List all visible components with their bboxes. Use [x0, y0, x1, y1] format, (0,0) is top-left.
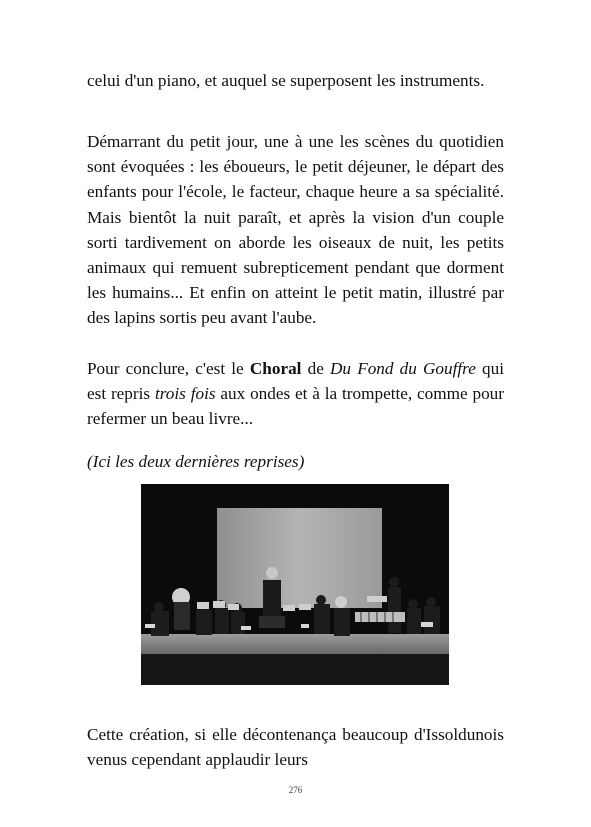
- work-title-italic: Du Fond du Gouffre: [330, 359, 476, 378]
- trois-fois-italic: trois fois: [154, 384, 216, 404]
- paragraph-4: Cette création, si elle décontenança beaucoup d'Issoldunois venus cependant applaudir leurs: [87, 725, 504, 770]
- choral-bold: Choral: [249, 359, 302, 378]
- paragraph-3: [87, 356, 504, 432]
- photo-caption: (Ici les deux dernières reprises): [87, 452, 305, 471]
- paragraph-3-text-4: aux ondes et à la trompette, comme pour refermer un beau livre...: [87, 384, 504, 429]
- paragraph-3-text-1: Pour conclure, c'est le: [87, 359, 250, 378]
- paragraph-2: Démarrant du petit jour, une à une les scènes du quotidien sont évoquées : les éboueurs, le petit déjeuner, le départ des enfants pour l'école, le facteur, chaque heure a sa spécialité. Mais bientôt la nuit paraît, et après la vision d'un couple sorti tardivement on aborde les oiseaux de nuit, les petits animaux qui remuent subrepticement pendant que dorment les humains... Et enfin on atteint le petit matin, illustré par des lapins sortis peu avant l'aube.: [87, 132, 504, 328]
- paragraph-3-text-2: de: [301, 359, 331, 378]
- paragraph-3-text-3: qui est repris: [87, 359, 504, 404]
- concert-stage-photo: [141, 484, 449, 685]
- paragraph-1: celui d'un piano, et auquel se superposent les instruments.: [87, 71, 485, 90]
- page-number: 276: [288, 785, 303, 795]
